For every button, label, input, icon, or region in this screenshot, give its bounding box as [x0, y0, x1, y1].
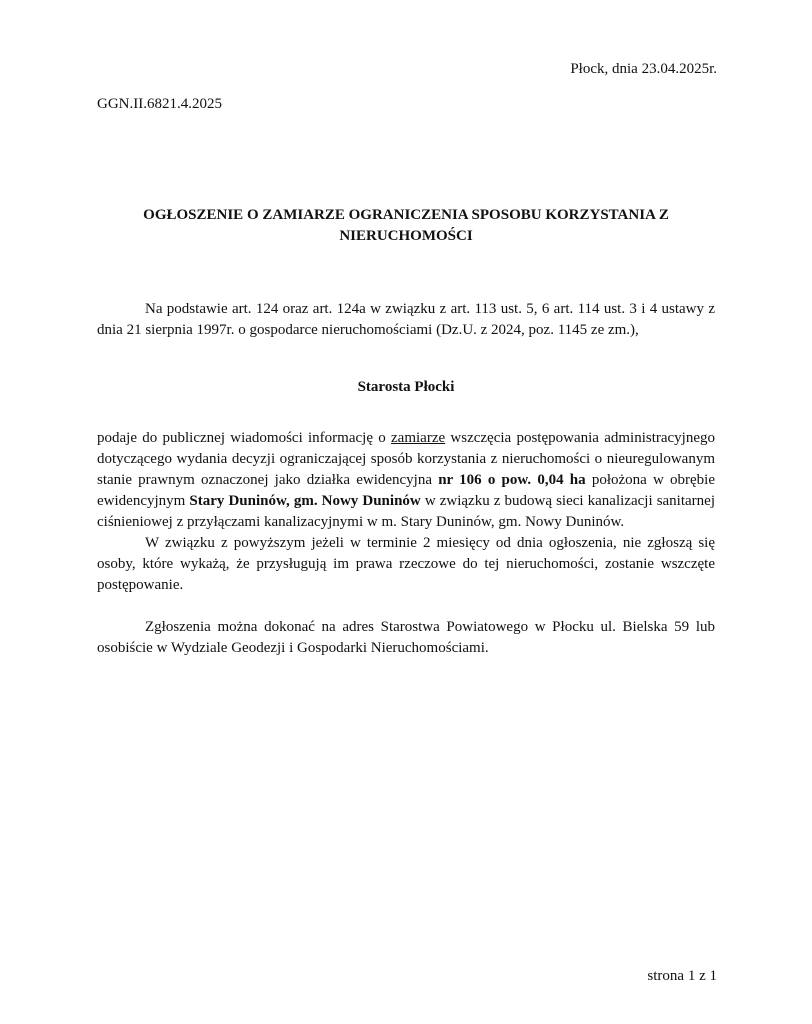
parcel-identifier: nr 106 o pow. 0,04 ha: [438, 472, 586, 488]
page-number: strona 1 z 1: [647, 968, 717, 984]
announcement-paragraph-2: W związku z powyższym jeżeli w terminie 2 miesięcy od dnia ogłoszenia, nie zgłoszą się osoby, które wykażą, że przysługują im prawa rzeczowe do tej nieruchomości, zostanie wszczęte postępowanie.: [97, 535, 715, 593]
announcement-body: [97, 428, 715, 659]
p1-text-b: wszczęcia postępowania administracyjnego dotyczącego wydania decyzji ograniczającej sposób korzystania z nieruchomości o nieuregulowanym stanie prawnym oznaczonej jako działka ewidencyjna: [97, 430, 715, 488]
place-and-date: Płock, dnia 23.04.2025r.: [570, 61, 717, 77]
parcel-location: Stary Duninów, gm. Nowy Duninów: [189, 493, 421, 509]
issuing-authority: Starosta Płocki: [357, 379, 455, 395]
p1-underlined-word: zamiarze: [391, 430, 446, 446]
p1-text-c: położona w obrębie ewidencyjnym: [97, 472, 716, 509]
title-line-2: NIERUCHOMOŚCI: [339, 228, 473, 244]
announcement-paragraph-1: [97, 428, 715, 533]
p1-text-d: w związku z budową sieci kanalizacji sanitarnej ciśnieniowej z przyłączami kanalizacyjnymi w m. Stary Duninów, gm. Nowy Duninów.: [97, 493, 715, 530]
p1-text-a: podaje do publicznej wiadomości informację o: [97, 430, 392, 446]
announcement-paragraph-3: Zgłoszenia można dokonać na adres Starostwa Powiatowego w Płocku ul. Bielska 59 lub osobiście w Wydziale Geodezji i Gospodarki Nieruchomościami.: [97, 619, 715, 656]
legal-basis-paragraph: Na podstawie art. 124 oraz art. 124a w związku z art. 113 ust. 5, 6 art. 114 ust. 3 i 4 ustawy z dnia 21 sierpnia 1997r. o gospodarce nieruchomościami (Dz.U. z 2024, poz. 1145 ze zm.),: [97, 301, 715, 338]
document-title: [97, 205, 715, 247]
case-reference-number: GGN.II.6821.4.2025: [97, 96, 222, 112]
title-line-1: OGŁOSZENIE O ZAMIARZE OGRANICZENIA SPOSOBU KORZYSTANIA Z: [143, 207, 669, 223]
